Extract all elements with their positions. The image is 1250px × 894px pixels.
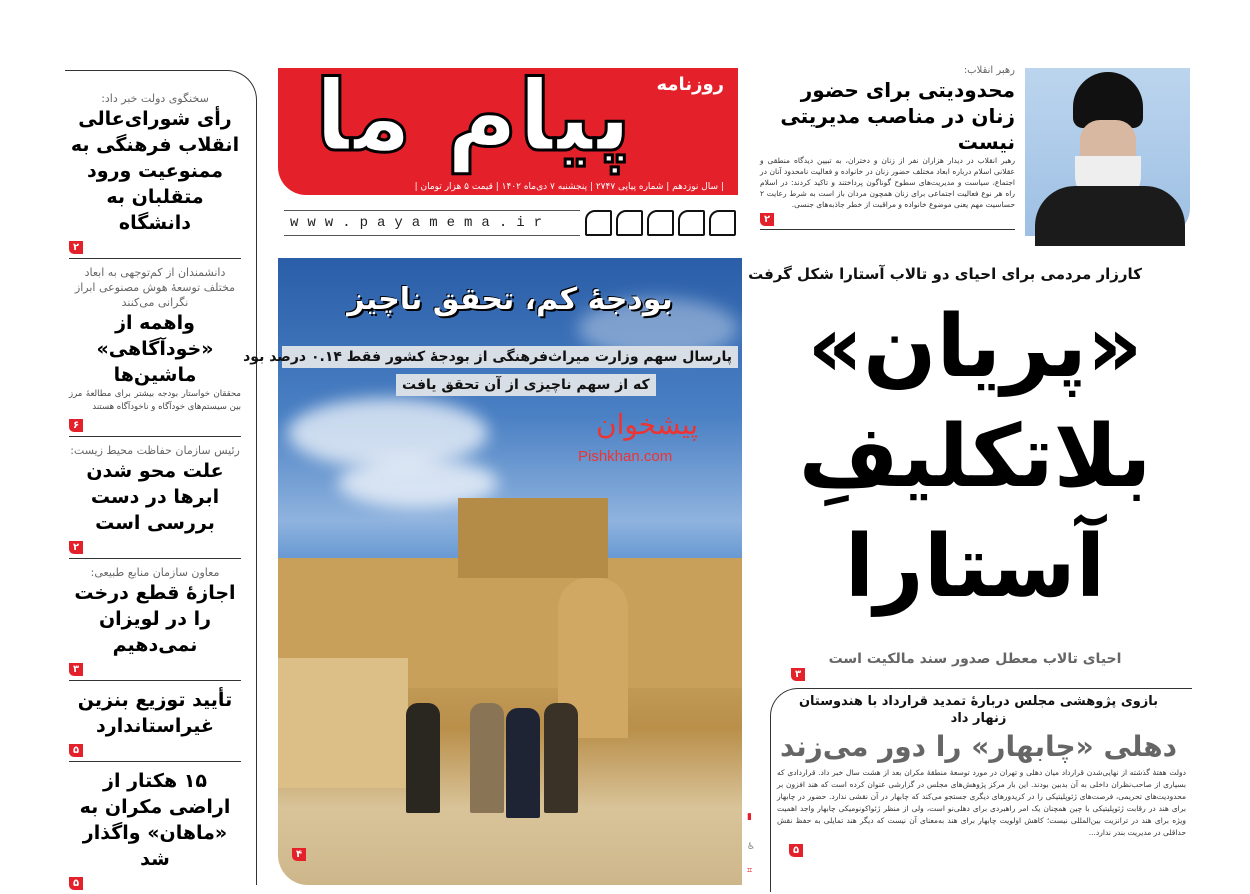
story-kicker: رهبر انقلاب: [963,65,1015,76]
story-headline[interactable]: اجازهٔ قطع درخت را در لویزان نمی‌دهیم [74,582,236,656]
issue-info: | سال نوزدهم | شماره پیاپی ۲۷۴۷ | پنجشنبه ۷ دی‌ماه ۱۴۰۲ | قیمت ۵ هزار تومان | [414,182,724,192]
story-headline[interactable]: واهمه از «خودآگاهی» ماشین‌ها [96,312,214,386]
website-url[interactable]: www.payamema.ir [284,210,580,236]
story-headline[interactable]: علت محو شدن ابرها در دست بررسی است [86,460,224,534]
page-badge[interactable]: ۲ [760,213,774,226]
page-badge[interactable]: ۵ [69,744,83,757]
logo-boxes-ornament [585,210,736,236]
story-headline[interactable]: تأیید توزیع بنزین غیراستاندارد [77,689,233,737]
page-badge[interactable]: ۴ [292,848,306,861]
left-story-5[interactable] [69,681,241,762]
story-kicker: دانشمندان از کم‌توجهی به ابعاد مختلف توسعهٔ هوش مصنوعی ابراز نگرانی می‌کنند [74,266,236,309]
page-badge[interactable]: ۳ [69,663,83,676]
story-kicker: معاون سازمان منابع طبیعی: [90,566,220,579]
story-headline[interactable]: دهلی «چابهار» را دور می‌زند [779,730,1178,763]
left-story-6[interactable] [69,762,241,894]
story-headline[interactable]: محدودیتی برای حضور زنان در مناصب مدیریتی نیست [780,78,1015,154]
page-badge[interactable]: ۶ [69,419,83,432]
bookmark-icon: ▮ [747,812,752,822]
left-story-1[interactable] [69,85,241,259]
page-badge[interactable]: ۲ [69,541,83,554]
qr-scan-icon: ⌗ [747,866,753,876]
main-story-kicker: کارزار مردمی برای احیای دو تالاب آستارا شکل گرفت [748,265,1142,283]
story-kicker: رئیس سازمان حفاظت محیط زیست: [70,444,240,457]
story-body: رهبر انقلاب در دیدار هزاران نفر از زنان و دختران، به تبیین دیدگاه منطقی و عقلانی اسلام درباره ابعاد مختلف حضور زنان در خانواده و فعالیت نامحدود آنان در اجتماع، سیاست و مدیریت‌های سطوح گوناگون پرداختند و تاکید کردند: در اسلام راه هر نوع فعالیت اجتماعی برای زنان همچون مردان باز است به شرط رعایت ۲ حساسیت مهم یعنی موضوع خانواده و مراقبت از خطر جاذبه‌های جنسی. [760,156,1015,209]
story-headline[interactable]: رأی شورای‌عالی انقلاب فرهنگی به ممنوعیت ورود متقلبان به دانشگاه [70,108,240,234]
story-summary: محققان خواستار بودجه بیشتر برای مطالعهٔ مرز بین سیستم‌های خودآگاه و ناخودآگاه هستند [69,389,241,412]
accessibility-icon: ♿ [747,842,756,852]
story-body: دولت هفتهٔ گذشته از نهایی‌شدن قرارداد میان دهلی و تهران در مورد توسعهٔ منطقهٔ مکران بعد از هشت سال خبر داد. قراردادی که بسیاری از صاحب‌نظران داخلی به آن بدبین بودند. این بار مرکز پژوهش‌های مجلس در گزارشی عنوان کرده است که هند افزون بر محدودیت‌های تحریمی، فرصت‌های ژئوپلیتیکی را در کریدورهای دیگری جستجو می‌کند که چابهار در آن نقشی ندارد. حضور در چابهار برای هند در رقابت ژئوپلیتیکی با چین همچنان یک امر راهبردی برای دهلی‌نو است، ولی از منظر ژئواکونومیکی چابهار واجد اهمیت ویژه برای هند در ترانزیت بین‌المللی نیست؛ کاهش اولویت چابهار برای هند به‌معنای آن نیست که دیگر هند تمایلی به حفظ نقش حداقلی در مدیریت بندر ندارد... [777,768,1186,837]
left-story-3[interactable] [69,437,241,559]
main-subhead: احیای تالاب معطل صدور سند مالکیت است [828,651,1122,667]
page-badge[interactable]: ۵ [69,877,83,890]
newspaper-logo: پیام ما [314,60,632,174]
main-headline-line-3: آستارا [844,517,1106,617]
bottom-right-story[interactable] [770,688,1192,892]
photo-caption-line-2: که از سهم ناچیزی از آن تحقق یافت [396,374,656,396]
photo-caption-line-1: پارسال سهم وزارت میراث‌فرهنگی از بودجهٔ کشور فقط ۰.۱۴ درصد بود [282,346,738,368]
left-news-column [65,70,257,889]
left-story-4[interactable] [69,559,241,681]
leader-portrait [1025,68,1190,236]
story-headline[interactable]: ۱۵ هکتار از اراضی مکران به «ماهان» واگذار شد [79,770,231,870]
page-badge[interactable]: ۵ [789,844,803,857]
main-headline-line-1: «پریان» [807,297,1143,397]
main-headline-line-2: بلاتکلیفِ [798,407,1152,507]
main-headline[interactable] [760,292,1190,622]
photo-headline[interactable]: بودجهٔ کم، تحقق ناچیز [347,282,673,317]
daily-label: روزنامه [656,74,724,95]
watermark-url: Pishkhan.com [578,448,673,465]
top-right-story[interactable] [760,64,1015,230]
watermark-persian: پیشخوان [596,408,699,441]
left-story-2[interactable] [69,259,241,437]
page-badge[interactable]: ۳ [791,668,805,681]
page-badge[interactable]: ۲ [69,241,83,254]
story-kicker: بازوی پژوهشی مجلس دربارهٔ تمدید قرارداد با هندوستان زنهار داد [798,694,1159,726]
story-kicker: سخنگوی دولت خبر داد: [101,92,209,105]
masthead [278,60,738,195]
cover-photo-bam-citadel[interactable] [243,258,742,885]
